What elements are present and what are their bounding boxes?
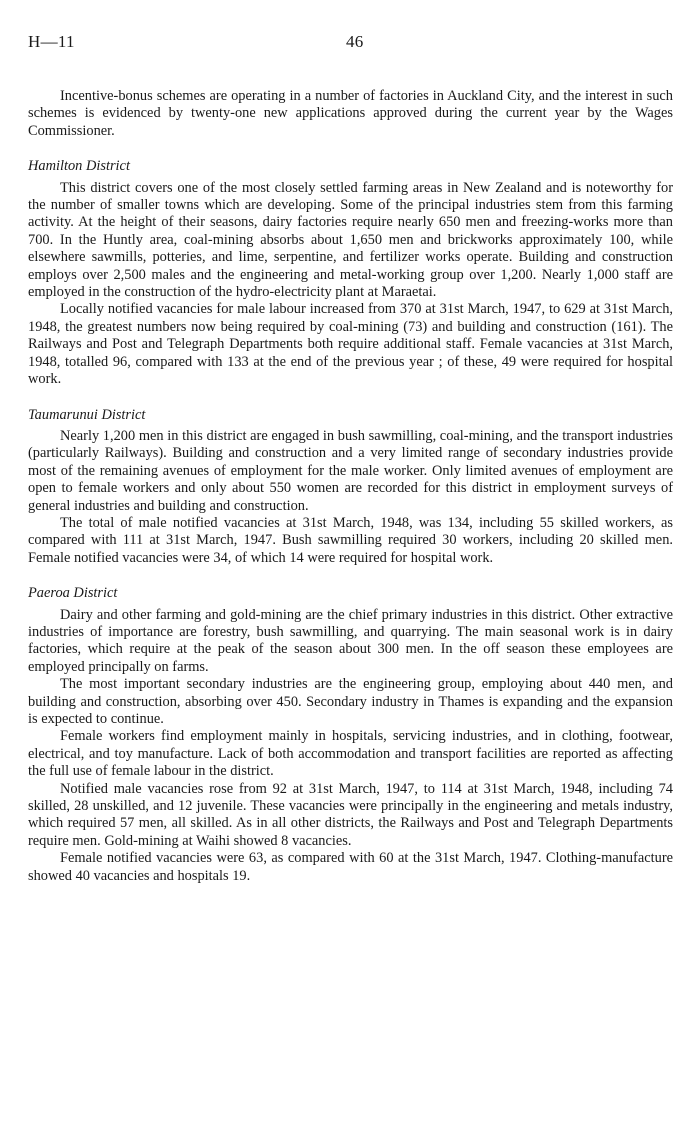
paragraph: Nearly 1,200 men in this district are engaged in bush sawmilling, coal-mining, and the transport industries (particularly Railways). Building and construction and a very limited range of secondary industries provide most of the remaining avenues of employment for the male worker. Only limited avenues of employment are open to female workers and only about 550 women are recorded for this district in employment surveys of general industries and building and construction. xyxy=(28,427,673,514)
paragraph: Notified male vacancies rose from 92 at 31st March, 1947, to 114 at 31st March, 1948, including 74 skilled, 28 unskilled, and 12 juvenile. These vacancies were principally in the engineering and metals industry, which required 57 men, all skilled. As in all other districts, the Railways and Post and Telegraph Departments require men. Gold-mining at Waihi showed 8 vacancies. xyxy=(28,780,673,849)
section-taumarunui xyxy=(28,407,673,568)
paragraph: Locally notified vacancies for male labour increased from 370 at 31st March, 1947, to 629 at 31st March, 1948, the greatest numbers now being required by coal-mining (73) and building and construction (161). The Railways and Post and Telegraph Departments both require additional staff. Female vacancies at 31st March, 1948, totalled 96, compared with 133 at the end of the previous year ; of these, 49 were required for hospital work. xyxy=(28,301,673,388)
paragraph: Dairy and other farming and gold-mining are the chief primary industries in this district. Other extractive industries of importance are forestry, bush sawmilling, and quarrying. The main seasonal work is in dairy factories, which require at the peak of the season about 300 men. In the off season these employees are employed principally on farms. xyxy=(28,606,673,675)
section-title: Hamilton District xyxy=(28,158,130,175)
section-hamilton xyxy=(28,158,673,388)
section-title: Taumarunui District xyxy=(28,406,146,423)
paragraph: The most important secondary industries are the engineering group, employing about 440 men, and building and construction, absorbing over 450. Secondary industry in Thames is expanding and the expansion is expected to continue. xyxy=(28,676,673,727)
section-title: Paeroa District xyxy=(28,585,118,602)
page-number: 46 xyxy=(346,32,364,51)
document-body xyxy=(28,88,673,885)
intro-paragraph: Incentive-bonus schemes are operating in a number of factories in Auckland City, and the interest in such schemes is evidenced by twenty-one new applications approved during the current year by the Wages Commissioner. xyxy=(28,88,673,139)
paragraph: Female notified vacancies were 63, as compared with 60 at the 31st March, 1947. Clothing-manufacture showed 40 vacancies and hospitals 19. xyxy=(28,850,673,884)
page-header xyxy=(28,32,673,60)
paragraph: This district covers one of the most closely settled farming areas in New Zealand and is noteworthy for the number of smaller towns which are developing. Some of the principal industries stem from this farming activity. At the height of their seasons, dairy factories require nearly 650 men and freezing-works more than 700. In the Huntly area, coal-mining absorbs about 1,650 men and brickworks approximately 100, while elsewhere sawmills, potteries, and lime, serpentine, and fertilizer works operate. Building and construction employs over 2,500 males and the engineering and metal-working group over 1,200. Nearly 1,000 staff are employed in the construction of the hydro-electricity plant at Maraetai. xyxy=(28,179,673,301)
paragraph: The total of male notified vacancies at 31st March, 1948, was 134, including 55 skilled workers, as compared with 111 at 31st March, 1947. Bush sawmilling required 30 workers, including 20 skilled men. Female notified vacancies were 34, of which 14 were required for hospital work. xyxy=(28,514,673,566)
document-reference: H—11 xyxy=(28,32,75,51)
section-paeroa xyxy=(28,585,673,885)
paragraph: Female workers find employment mainly in hospitals, servicing industries, and in clothing, footwear, electrical, and toy manufacture. Lack of both accommodation and transport facilities are reported as affecting the full use of female labour in the district. xyxy=(28,728,673,780)
document-page xyxy=(28,32,673,1122)
